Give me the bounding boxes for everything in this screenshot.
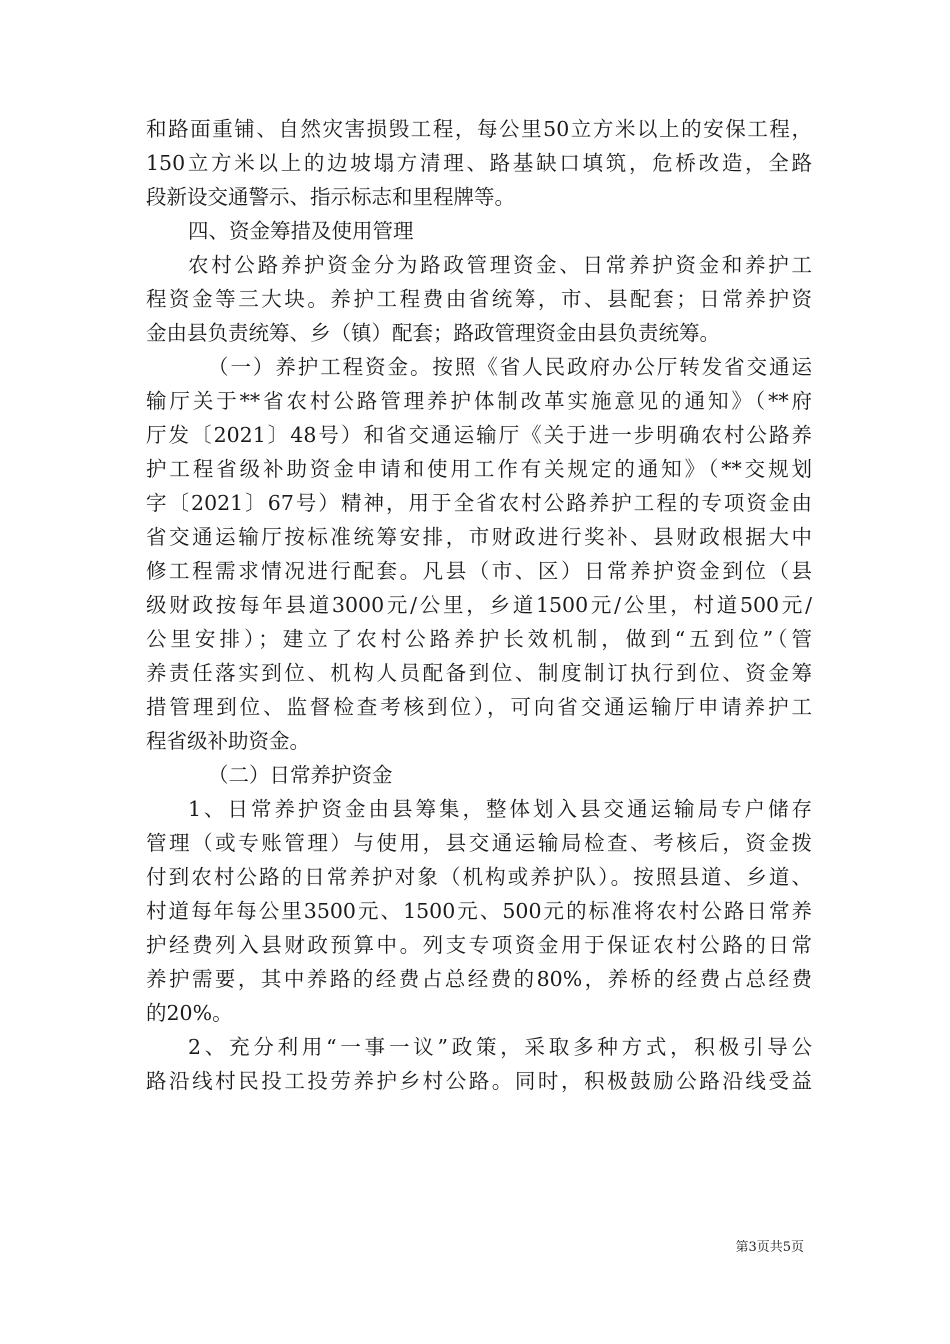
text-line: 付到农村公路的日常养护对象（机构或养护队）。按照县道、乡道、 xyxy=(146,865,812,889)
paragraph-first-line: 农村公路养护资金分为路政管理资金、日常养护资金和养护工 xyxy=(188,253,812,277)
text-line: 字〔2021〕67号）精神，用于全省农村公路养护工程的专项资金由 xyxy=(146,491,812,515)
text-line: 的20%。 xyxy=(146,1001,233,1025)
text-line: 150立方米以上的边坡塌方清理、路基缺口填筑，危桥改造，全路 xyxy=(146,151,812,175)
text-line: 路沿线村民投工投劳养护乡村公路。同时，积极鼓励公路沿线受益 xyxy=(146,1069,812,1093)
paragraph-first-line: （一）养护工程资金。按照《省人民政府办公厅转发省交通运 xyxy=(208,355,812,379)
paragraph-first-line: 1、日常养护资金由县筹集，整体划入县交通运输局专户储存 xyxy=(188,797,812,821)
text-line: 金由县负责统筹、乡（镇）配套；路政管理资金由县负责统筹。 xyxy=(146,321,720,345)
text-line: 程资金等三大块。养护工程费由省统筹，市、县配套；日常养护资 xyxy=(146,287,812,311)
text-line: 护工程省级补助资金申请和使用工作有关规定的通知》（**交规划 xyxy=(146,457,812,481)
document-body xyxy=(146,112,812,1098)
section-heading: （二）日常养护资金 xyxy=(208,763,393,787)
text-line: 管理（或专账管理）与使用，县交通运输局检查、考核后，资金拨 xyxy=(146,831,812,855)
text-line: 省交通运输厅按标准统筹安排，市财政进行奖补、县财政根据大中 xyxy=(146,525,812,549)
paragraph-first-line: 2、充分利用“一事一议”政策，采取多种方式，积极引导公 xyxy=(188,1035,812,1059)
section-heading: 四、资金筹措及使用管理 xyxy=(188,219,414,243)
text-line: 养护需要，其中养路的经费占总经费的80%，养桥的经费占总经费 xyxy=(146,967,812,991)
text-line: 措管理到位、监督检查考核到位），可向省交通运输厅申请养护工 xyxy=(146,695,812,719)
text-line: 和路面重铺、自然灾害损毁工程，每公里50立方米以上的安保工程， xyxy=(146,117,812,141)
text-line: 段新设交通警示、指示标志和里程牌等。 xyxy=(146,185,515,209)
text-line: 公里安排）；建立了农村公路养护长效机制，做到“五到位”（管 xyxy=(146,627,812,651)
text-line: 级财政按每年县道3000元/公里，乡道1500元/公里，村道500元/ xyxy=(146,593,812,617)
text-line: 输厅关于**省农村公路管理养护体制改革实施意见的通知》（**府 xyxy=(146,389,812,413)
text-line: 村道每年每公里3500元、1500元、500元的标准将农村公路日常养 xyxy=(146,899,812,923)
text-line: 养责任落实到位、机构人员配备到位、制度制订执行到位、资金筹 xyxy=(146,661,812,685)
text-line: 厅发〔2021〕48号）和省交通运输厅《关于进一步明确农村公路养 xyxy=(146,423,812,447)
text-line: 修工程需求情况进行配套。凡县（市、区）日常养护资金到位（县 xyxy=(146,559,812,583)
text-line: 护经费列入县财政预算中。列支专项资金用于保证农村公路的日常 xyxy=(146,933,812,957)
text-line: 程省级补助资金。 xyxy=(146,729,310,753)
page-number: 第3页共5页 xyxy=(735,1240,804,1255)
